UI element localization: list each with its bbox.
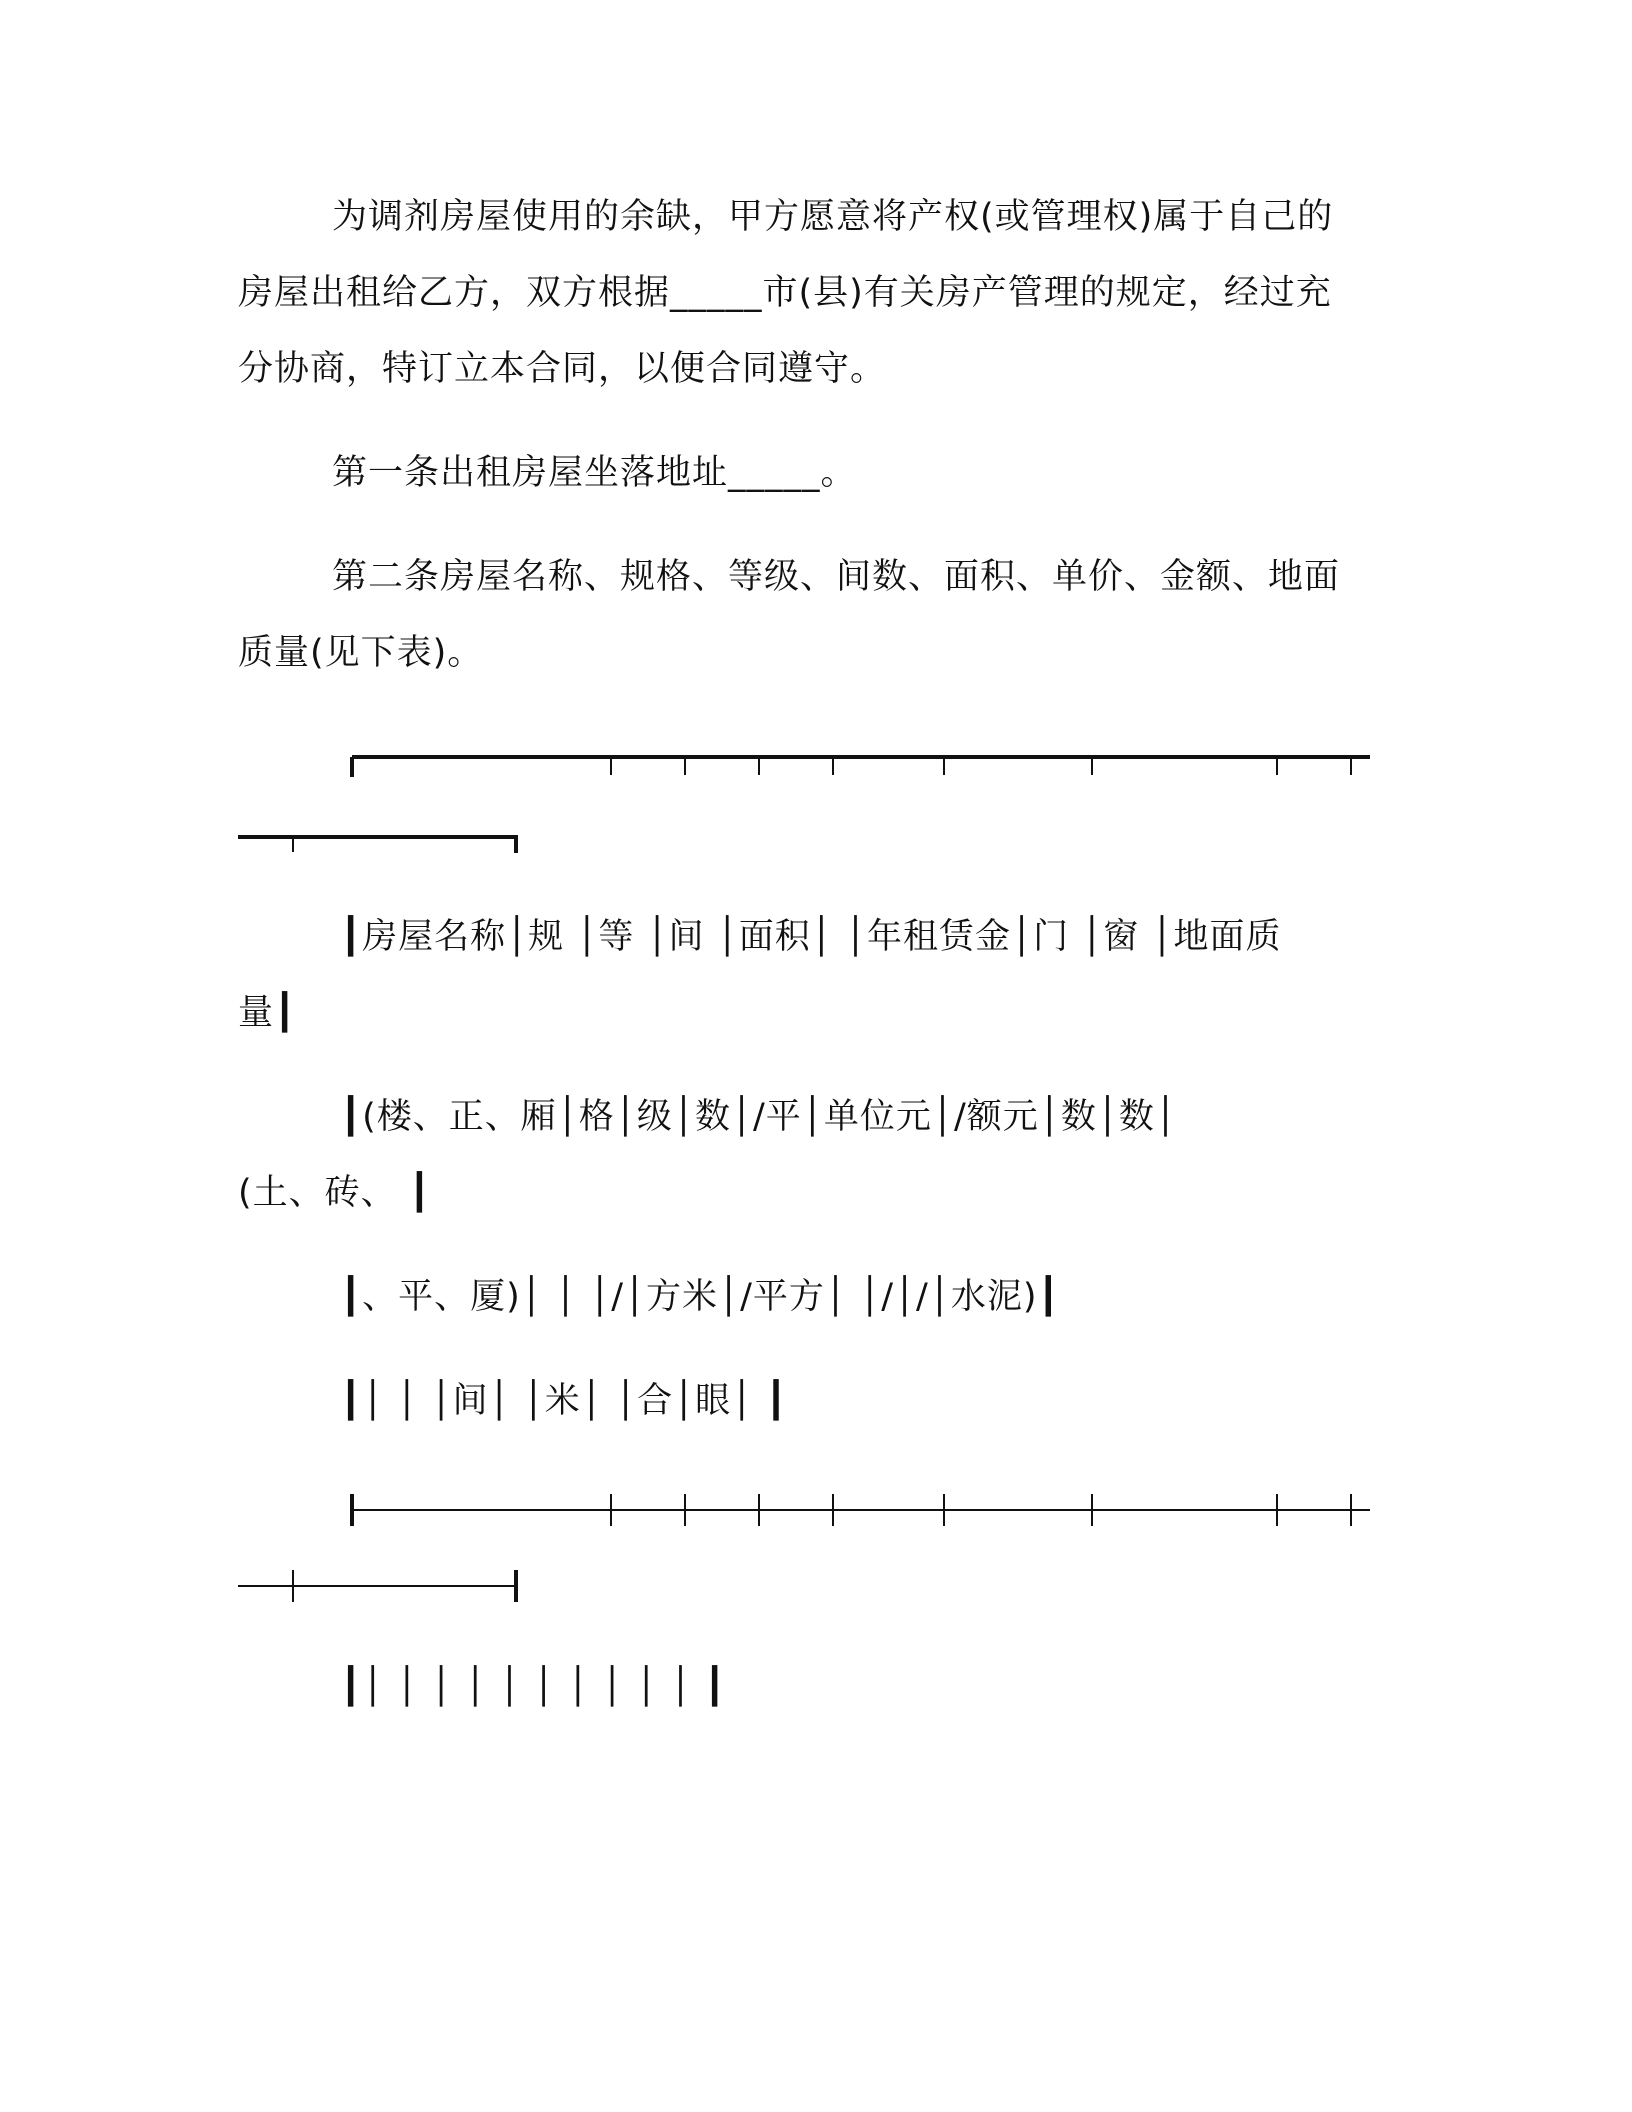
intro-line-3: 分协商，特订立本合同，以便合同遵守。 [238,349,887,389]
intro-line-2: 房屋出租给乙方，双方根据_____市(县)有关房产管理的规定，经过充 [238,273,1332,313]
table-row-1b: 量┃ [238,993,297,1033]
table-row-2b: (土、砖、 ┃ [238,1173,431,1213]
intro-line-1: 为调剂房屋使用的余缺，甲方愿意将产权(或管理权)属于自己的 [332,197,1334,237]
table-row-5: ┃│ │ │ │ │ │ │ │ │ │ ┃ [340,1667,727,1707]
table-row-4: ┃│ │ │间│ │米│ │合│眼│ ┃ [340,1381,788,1421]
table-row-1a: ┃房屋名称│规 │等 │间 │面积│ │年租赁金│门 │窗 │地面质 [340,917,1282,957]
table-row-3: ┃、平、厦)│ │ │/│方米│/平方│ │/│/│水泥)┃ [340,1277,1060,1317]
table-row-2a: ┃(楼、正、厢│格│级│数│/平│单位元│/额元│数│数│ [340,1097,1177,1137]
article-2-line-2: 质量(见下表)。 [238,633,484,673]
article-2-line-1: 第二条房屋名称、规格、等级、间数、面积、单价、金额、地面 [332,557,1341,597]
article-1: 第一条出租房屋坐落地址_____。 [332,453,857,493]
